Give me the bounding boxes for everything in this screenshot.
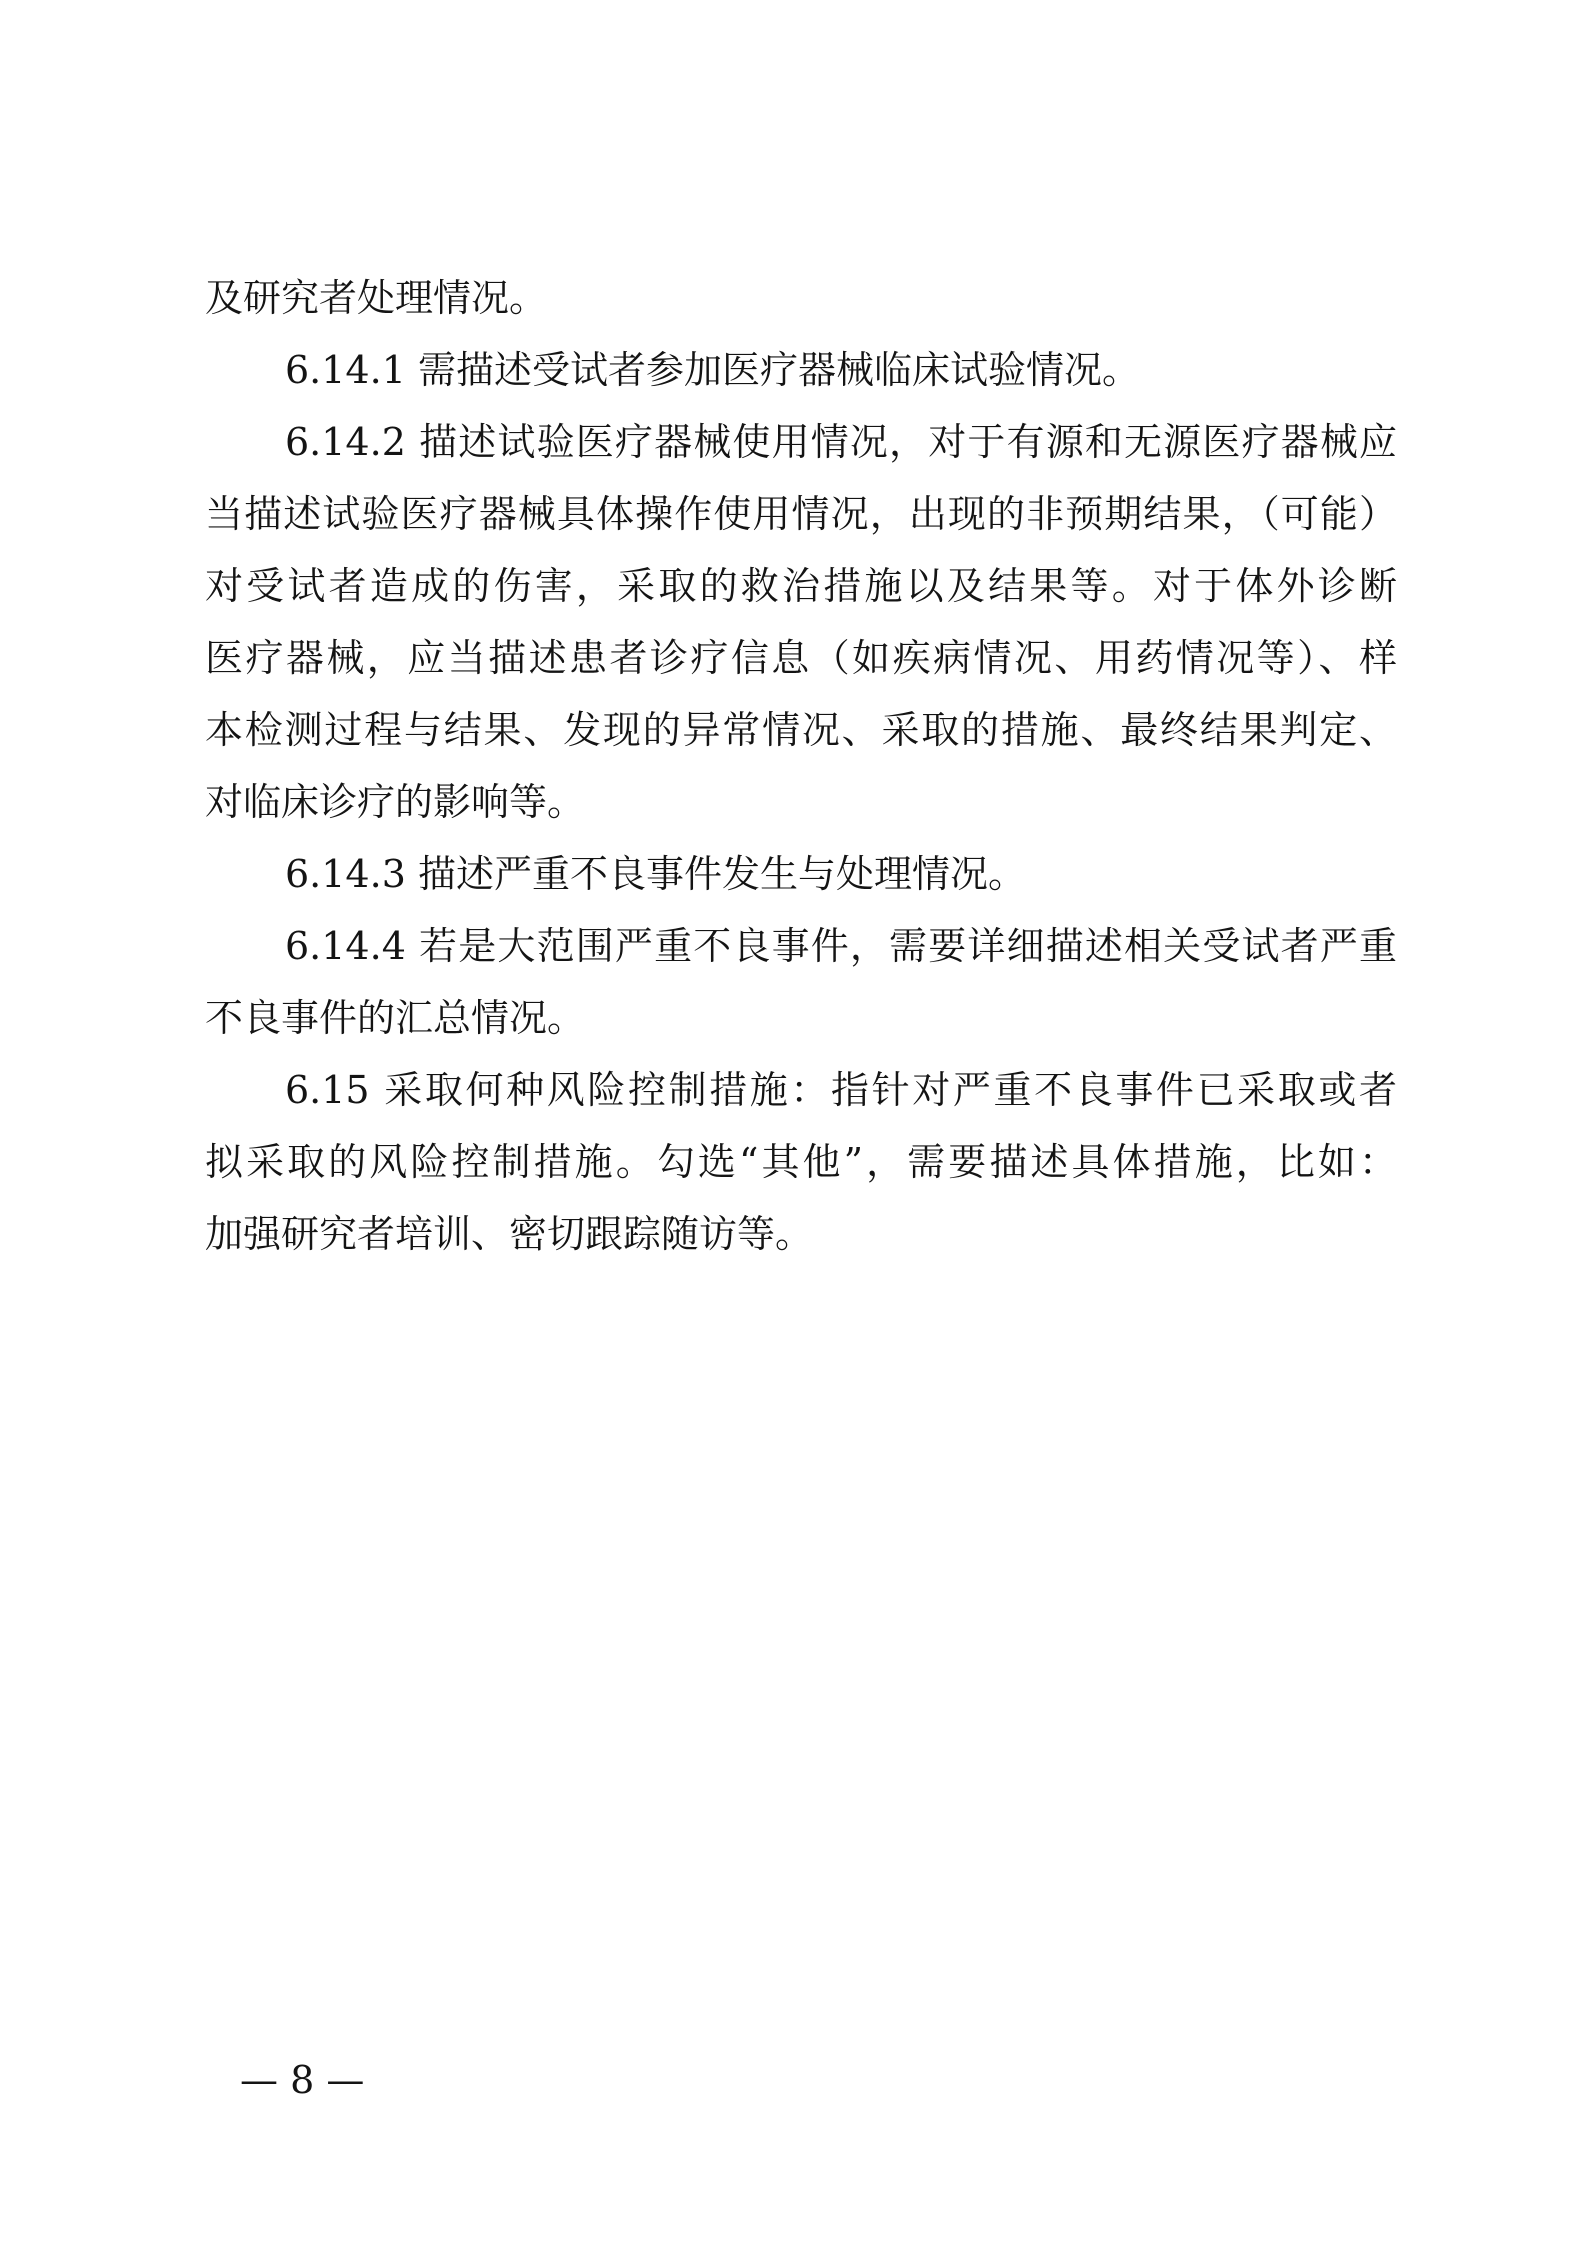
text-line: 拟采取的风险控制措施。勾选“其他”，需要描述具体措施，比如： [205, 1140, 1397, 1184]
text-line: 6.14.2 描述试验医疗器械使用情况，对于有源和无源医疗器械应 [285, 420, 1397, 464]
text-line: 对临床诊疗的影响等。 [205, 780, 586, 824]
document-body [205, 262, 1397, 1270]
text-line: 6.14.1 需描述受试者参加医疗器械临床试验情况。 [285, 348, 1140, 392]
text-line: 6.15 采取何种风险控制措施：指针对严重不良事件已采取或者 [285, 1068, 1397, 1112]
text-line: 当描述试验医疗器械具体操作使用情况，出现的非预期结果，（可能） [205, 492, 1397, 536]
text-line: 及研究者处理情况。 [205, 276, 548, 320]
text-line: 医疗器械，应当描述患者诊疗信息（如疾病情况、用药情况等）、样 [205, 636, 1397, 680]
text-line: 加强研究者培训、密切跟踪随访等。 [205, 1212, 814, 1256]
text-line: 对受试者造成的伤害，采取的救治措施以及结果等。对于体外诊断 [205, 564, 1397, 608]
text-line: 6.14.3 描述严重不良事件发生与处理情况。 [285, 852, 1026, 896]
page-number: — 8 — [240, 2058, 365, 2102]
text-line: 不良事件的汇总情况。 [205, 996, 586, 1040]
text-line: 本检测过程与结果、发现的异常情况、采取的措施、最终结果判定、 [205, 708, 1397, 752]
text-line: 6.14.4 若是大范围严重不良事件，需要详细描述相关受试者严重 [285, 924, 1397, 968]
